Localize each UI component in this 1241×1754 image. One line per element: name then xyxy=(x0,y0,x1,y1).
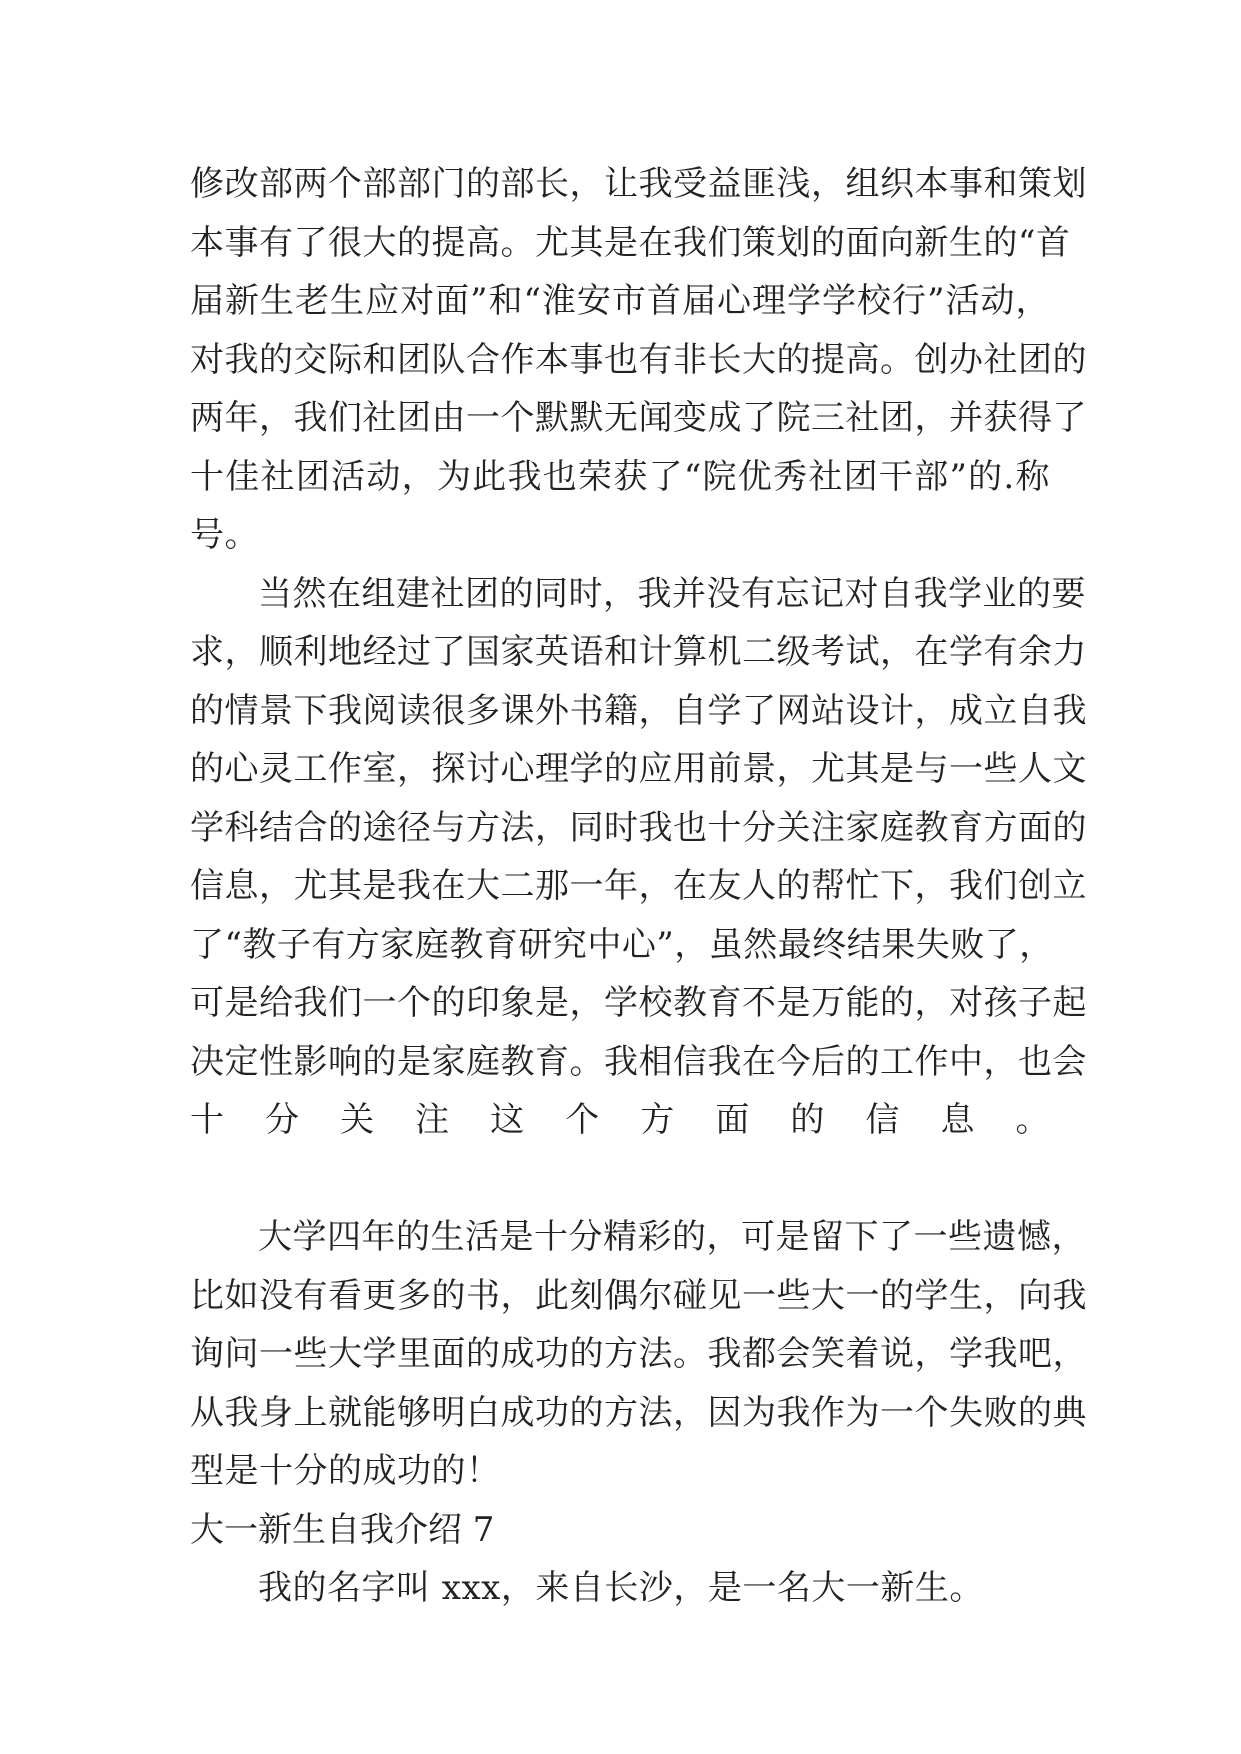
paragraph-3-line-2: 比如没有看更多的书，此刻偶尔碰见一些大一的学生，向我 xyxy=(190,1275,1087,1316)
paragraph-2-line-10: 十分关注这个方面的信息。 xyxy=(190,1100,1050,1140)
paragraph-2-line-8: 可是给我们一个的印象是，学校教育不是万能的，对孩子起 xyxy=(190,983,1087,1023)
paragraph-2-line-6: 信息，尤其是我在大二那一年，在友人的帮忙下，我们创立 xyxy=(190,866,1087,906)
paragraph-3-line-1: 大学四年的生活是十分精彩的，可是留下了一些遗憾， xyxy=(258,1217,1086,1257)
paragraph-1-line-3: 届新生老生应对面”和“淮安市首届心理学学校行”活动， xyxy=(190,281,1050,321)
paragraph-3-line-5: 型是十分的成功的！ xyxy=(190,1451,501,1491)
paragraph-1-line-5: 两年，我们社团由一个默默无闻变成了院三社团，并获得了 xyxy=(190,398,1087,438)
paragraph-3-line-4: 从我身上就能够明白成功的方法，因为我作为一个失败的典 xyxy=(190,1392,1087,1433)
paragraph-1-line-6: 十佳社团活动，为此我也荣获了“院优秀社团干部”的.称 xyxy=(190,456,1050,497)
paragraph-2-line-9: 决定性影响的是家庭教育。我相信我在今后的工作中，也会 xyxy=(190,1041,1087,1082)
paragraph-1-line-7: 号。 xyxy=(190,515,259,555)
intro-paragraph: 我的名字叫 xxx，来自长沙，是一名大一新生。 xyxy=(258,1568,984,1608)
paragraph-2-line-11 xyxy=(190,1150,1050,1209)
paragraph-2-line-5: 学科结合的途径与方法，同时我也十分关注家庭教育方面的 xyxy=(190,807,1087,848)
paragraph-2-line-4: 的心灵工作室，探讨心理学的应用前景，尤其是与一些人文 xyxy=(190,749,1087,789)
paragraph-1-line-2: 本事有了很大的提高。尤其是在我们策划的面向新生的“首 xyxy=(190,222,1071,263)
paragraph-2-line-2: 求，顺利地经过了国家英语和计算机二级考试，在学有余力 xyxy=(190,632,1087,672)
document-body xyxy=(190,155,1087,1618)
section-heading: 大一新生自我介绍 7 xyxy=(190,1509,495,1550)
paragraph-2-line-7: 了“教子有方家庭教育研究中心”，虽然最终结果失败了， xyxy=(190,924,1054,965)
paragraph-2-line-1: 当然在组建社团的同时，我并没有忘记对自我学业的要 xyxy=(258,573,1086,614)
paragraph-2-line-3: 的情景下我阅读很多课外书籍，自学了网站设计，成立自我 xyxy=(190,690,1087,731)
paragraph-3-line-3: 询问一些大学里面的成功的方法。我都会笑着说，学我吧， xyxy=(190,1334,1087,1374)
paragraph-1-line-1: 修改部两个部部门的部长，让我受益匪浅，组织本事和策划 xyxy=(190,164,1087,204)
paragraph-1-line-4: 对我的交际和团队合作本事也有非长大的提高。创办社团的 xyxy=(190,339,1087,380)
